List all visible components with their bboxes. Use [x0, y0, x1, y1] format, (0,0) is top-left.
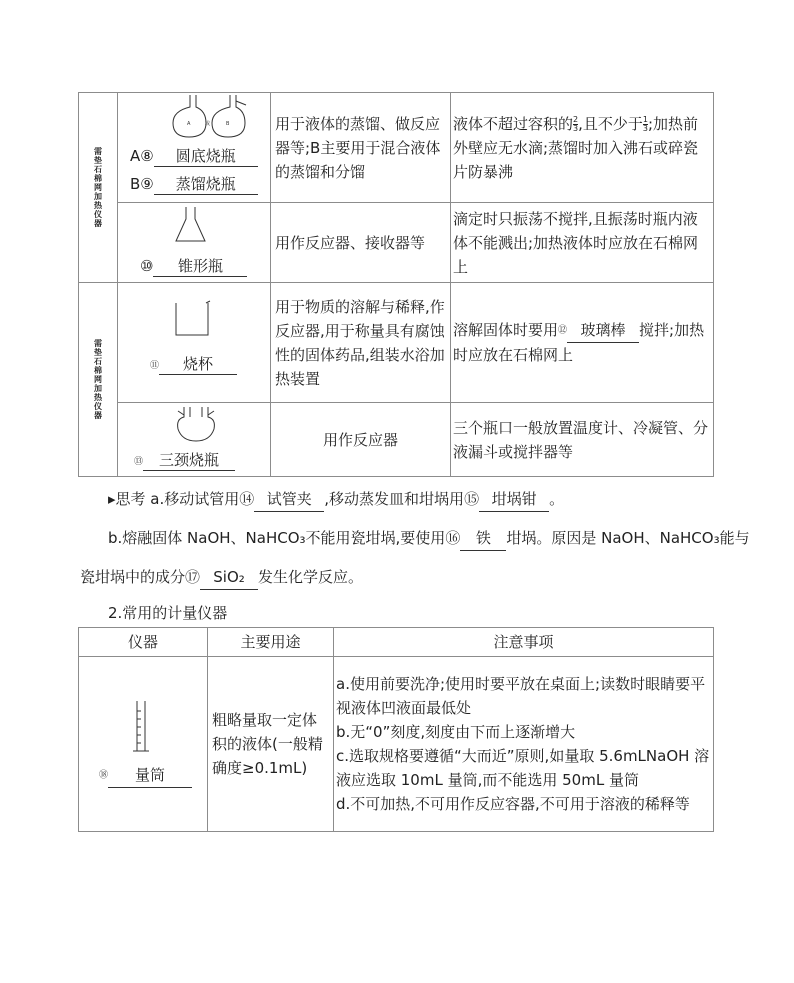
- beaker-illustration: [118, 283, 268, 401]
- header-instrument: 仪器: [79, 628, 208, 657]
- flask-b-label: B⑨ 蒸馏烧瓶: [130, 173, 258, 195]
- think-line-a: ▸思考 a.移动试管用⑭ 试管夹 ,移动蒸发皿和坩埚用⑮ 坩埚钳 。: [108, 487, 564, 512]
- beaker-icon: [176, 301, 210, 335]
- instrument-cell: [118, 203, 271, 283]
- answer-blank-15: 坩埚钳: [479, 487, 549, 512]
- fraction-one-third: $\frac{1}{3}$: [642, 114, 648, 133]
- table-row: [79, 657, 714, 832]
- answer-blank-13: 三颈烧瓶: [143, 449, 235, 471]
- use-cell: 用作反应器: [271, 403, 451, 477]
- fraction-two-thirds: $\frac{2}{3}$: [573, 114, 579, 133]
- notes-cell: [334, 657, 714, 832]
- think-line-c: 瓷坩埚中的成分⑰ SiO₂ 发生化学反应。: [80, 565, 363, 590]
- instrument-cell: [118, 283, 271, 403]
- answer-blank-12: 玻璃棒: [567, 318, 639, 343]
- instrument-cell: [118, 403, 271, 477]
- category-label: 需垫石棉网加热仪器: [94, 339, 102, 420]
- instrument-cell: [79, 657, 208, 832]
- note-c: c.选取规格要遵循“大而近”原则,如量取 5.6mLNaOH 溶液应选取 10mL 量筒,而不能选用 50mL 量筒: [336, 747, 710, 789]
- beaker-label: ⑪ 烧杯: [150, 353, 237, 375]
- flask-or-text: 或: [205, 121, 211, 127]
- flask-b-letter: B: [226, 121, 230, 127]
- flask-a-label: A⑧ 圆底烧瓶: [130, 145, 258, 167]
- note-cell: 滴定时只振荡不搅拌,且振荡时瓶内液体不能溅出;加热液体时应放在石棉网上: [451, 203, 714, 283]
- table-row: [79, 203, 714, 283]
- table-row: [79, 403, 714, 477]
- answer-blank-17: SiO₂: [200, 565, 258, 590]
- instrument-cell: [118, 93, 271, 203]
- answer-blank-16: 铁: [460, 526, 506, 551]
- flask-a-letter: A: [187, 121, 191, 127]
- note-d: d.不可加热,不可用作反应容器,不可用于溶液的稀释等: [336, 795, 690, 813]
- use-cell: 用于物质的溶解与稀释,作反应器,用于称量具有腐蚀性的固体药品,组装水浴加热装置: [271, 283, 451, 403]
- erlenmeyer-label: ⑩ 锥形瓶: [140, 255, 247, 277]
- category-label: 需垫石棉网加热仪器: [94, 147, 102, 228]
- heating-instruments-table: [78, 92, 714, 477]
- cylinder-label: ⑱ 量筒: [99, 763, 192, 788]
- header-use: 主要用途: [208, 628, 334, 657]
- distillation-flask-icon: [212, 95, 246, 137]
- note-cell: 三个瓶口一般放置温度计、冷凝管、分液漏斗或搅拌器等: [451, 403, 714, 477]
- graduated-cylinder-icon: [133, 701, 149, 751]
- measuring-instruments-table: [78, 627, 714, 832]
- think-line-b: b.熔融固体 NaOH、NaHCO₃不能用瓷坩埚,要使用⑯ 铁 坩埚。原因是 NaOH、NaHCO₃能与: [108, 526, 750, 551]
- category-cell: [79, 283, 118, 477]
- graduated-cylinder-illustration: [79, 657, 207, 830]
- answer-blank-14: 试管夹: [254, 487, 324, 512]
- use-cell: 用作反应器、接收器等: [271, 203, 451, 283]
- note-a: a.使用前要洗净;使用时要平放在桌面上;读数时眼睛要平视液体凹液面最低处: [336, 675, 706, 717]
- answer-blank-9: 蒸馏烧瓶: [154, 173, 258, 195]
- table-header-row: [79, 628, 714, 657]
- three-neck-flask-icon: [178, 407, 215, 441]
- use-cell: 粗略量取一定体积的液体(一般精确度≥0.1mL): [208, 657, 334, 832]
- answer-blank-18: 量筒: [108, 763, 192, 788]
- section-title: 2.常用的计量仪器: [108, 604, 228, 622]
- answer-blank-10: 锥形瓶: [153, 255, 247, 277]
- note-cell: 溶解固体时要用⑫ 玻璃棒 搅拌;加热时应放在石棉网上: [451, 283, 714, 403]
- answer-blank-8: 圆底烧瓶: [154, 145, 258, 167]
- table-row: [79, 283, 714, 403]
- note-cell: 液体不超过容积的 $\frac{2}{3}$ ,且不少于 $\frac{1}{3}$ ;加热前外壁应无水滴;蒸馏时加入沸石或碎瓷片防暴沸: [451, 93, 714, 203]
- round-bottom-flask-icon: [173, 95, 206, 137]
- answer-blank-11: 烧杯: [159, 353, 237, 375]
- note-b: b.无“0”刻度,刻度由下而上逐渐增大: [336, 723, 576, 741]
- table-row: [79, 93, 714, 203]
- erlenmeyer-flask-icon: [176, 207, 205, 241]
- category-cell: [79, 93, 118, 283]
- three-neck-flask-label: ⑬ 三颈烧瓶: [134, 449, 235, 471]
- use-cell: 用于液体的蒸馏、做反应器等;B主要用于混合液体的蒸馏和分馏: [271, 93, 451, 203]
- header-notes: 注意事项: [334, 628, 714, 657]
